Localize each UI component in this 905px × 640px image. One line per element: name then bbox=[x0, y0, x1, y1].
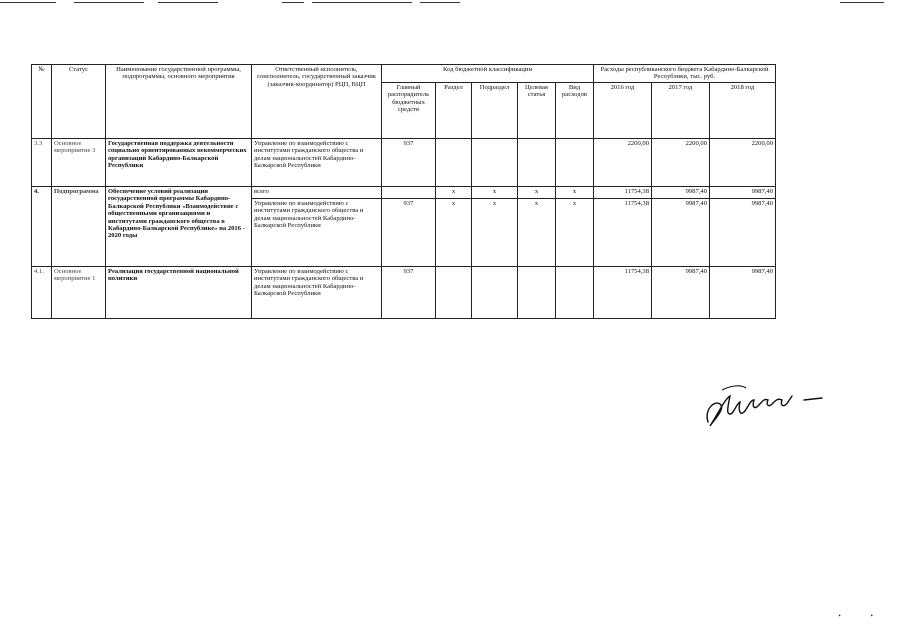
row-cst: х bbox=[518, 187, 556, 199]
row-podrazdel: х bbox=[472, 199, 518, 267]
row-grbs bbox=[382, 187, 436, 199]
header-expenses-group: Расходы республиканского бюджета Кабардино-Балкарской Республики, тыс. руб. bbox=[594, 65, 776, 83]
row-2016: 11754,38 bbox=[594, 187, 652, 199]
row-vr bbox=[556, 139, 594, 187]
row-2016: 11754,38 bbox=[594, 267, 652, 319]
row-executor: Управление по взаимодействию с институтами гражданского общества и делам национальностей Кабардино-Балкарской Республики bbox=[252, 139, 382, 187]
row-name: Государственная поддержка деятельности социально ориентированных некоммерческих организаций Кабардино-Балкарской Республики bbox=[106, 139, 252, 187]
row-executor: Управление по взаимодействию с институтами гражданского общества и делам национальностей Кабардино-Балкарской Республики bbox=[252, 267, 382, 319]
row-razdel bbox=[436, 139, 472, 187]
row-2016: 11754,38 bbox=[594, 199, 652, 267]
row-num: 4.1. bbox=[32, 267, 52, 319]
row-grbs: 937 bbox=[382, 199, 436, 267]
row-status: Подпрограмма bbox=[52, 187, 106, 267]
row-2017: 9987,40 bbox=[652, 199, 710, 267]
header-grbs: Главный распорядитель бюджетных средств bbox=[382, 83, 436, 139]
header-executor: Ответственный исполнитель, соисполнитель, государственный заказчик (заказчик-координатор) РЦП, ВЦП bbox=[252, 65, 382, 139]
row-grbs: 937 bbox=[382, 267, 436, 319]
scan-artifact bbox=[420, 2, 460, 3]
row-status: Основное мероприятие 3 bbox=[52, 139, 106, 187]
row-2018: 9987,40 bbox=[710, 199, 776, 267]
header-status: Статус bbox=[52, 65, 106, 139]
header-name: Наименование государственной программы, подпрограммы, основного мероприятия bbox=[106, 65, 252, 139]
row-vr: х bbox=[556, 187, 594, 199]
row-cst bbox=[518, 267, 556, 319]
row-razdel: х bbox=[436, 199, 472, 267]
row-vr: х bbox=[556, 199, 594, 267]
scan-artifact bbox=[158, 2, 218, 3]
table-row bbox=[32, 139, 776, 187]
scan-artifact bbox=[312, 2, 412, 3]
row-2017: 9987,40 bbox=[652, 187, 710, 199]
row-status: Основное мероприятие 1 bbox=[52, 267, 106, 319]
scan-artifact bbox=[282, 2, 304, 3]
row-num: 4. bbox=[32, 187, 52, 267]
row-razdel: х bbox=[436, 187, 472, 199]
row-2018: 9987,40 bbox=[710, 187, 776, 199]
header-2018: 2018 год bbox=[710, 83, 776, 139]
row-vr bbox=[556, 267, 594, 319]
header-vr: Вид расходов bbox=[556, 83, 594, 139]
header-2016: 2016 год bbox=[594, 83, 652, 139]
row-grbs: 937 bbox=[382, 139, 436, 187]
table-row bbox=[32, 187, 776, 199]
header-num: № bbox=[32, 65, 52, 139]
scan-artifact bbox=[840, 2, 884, 3]
header-row bbox=[32, 65, 776, 83]
row-name: Реализация государственной национальной политики bbox=[106, 267, 252, 319]
scan-marks: • • bbox=[838, 612, 887, 620]
row-2017: 9987,40 bbox=[652, 267, 710, 319]
scan-artifact bbox=[0, 2, 56, 3]
table-row bbox=[32, 267, 776, 319]
row-2016: 2200,00 bbox=[594, 139, 652, 187]
header-cst: Целевая статья bbox=[518, 83, 556, 139]
row-razdel bbox=[436, 267, 472, 319]
header-razdel: Раздел bbox=[436, 83, 472, 139]
row-cst bbox=[518, 139, 556, 187]
signature-image bbox=[700, 370, 840, 440]
budget-table bbox=[31, 64, 776, 319]
row-podrazdel: х bbox=[472, 187, 518, 199]
row-cst: х bbox=[518, 199, 556, 267]
row-num: 3.3 bbox=[32, 139, 52, 187]
scan-artifact bbox=[74, 2, 144, 3]
row-podrazdel bbox=[472, 139, 518, 187]
row-2018: 9987,40 bbox=[710, 267, 776, 319]
row-executor: Управление по взаимодействию с институтами гражданского общества и делам национальностей Кабардино-Балкарской Республики bbox=[252, 199, 382, 267]
header-code-group: Код бюджетной классификации bbox=[382, 65, 594, 83]
row-2018: 2200,00 bbox=[710, 139, 776, 187]
header-2017: 2017 год bbox=[652, 83, 710, 139]
row-podrazdel bbox=[472, 267, 518, 319]
row-executor: всего bbox=[252, 187, 382, 199]
row-name: Обеспечение условий реализации государственной программы Кабардино-Балкарской Республики «Взаимодействие с общественными организациями и институтами гражданского общества в Кабардино-Балкарской Республике» на 2016 - 2020 годы bbox=[106, 187, 252, 267]
header-podrazdel: Подраздел bbox=[472, 83, 518, 139]
row-2017: 2200,00 bbox=[652, 139, 710, 187]
